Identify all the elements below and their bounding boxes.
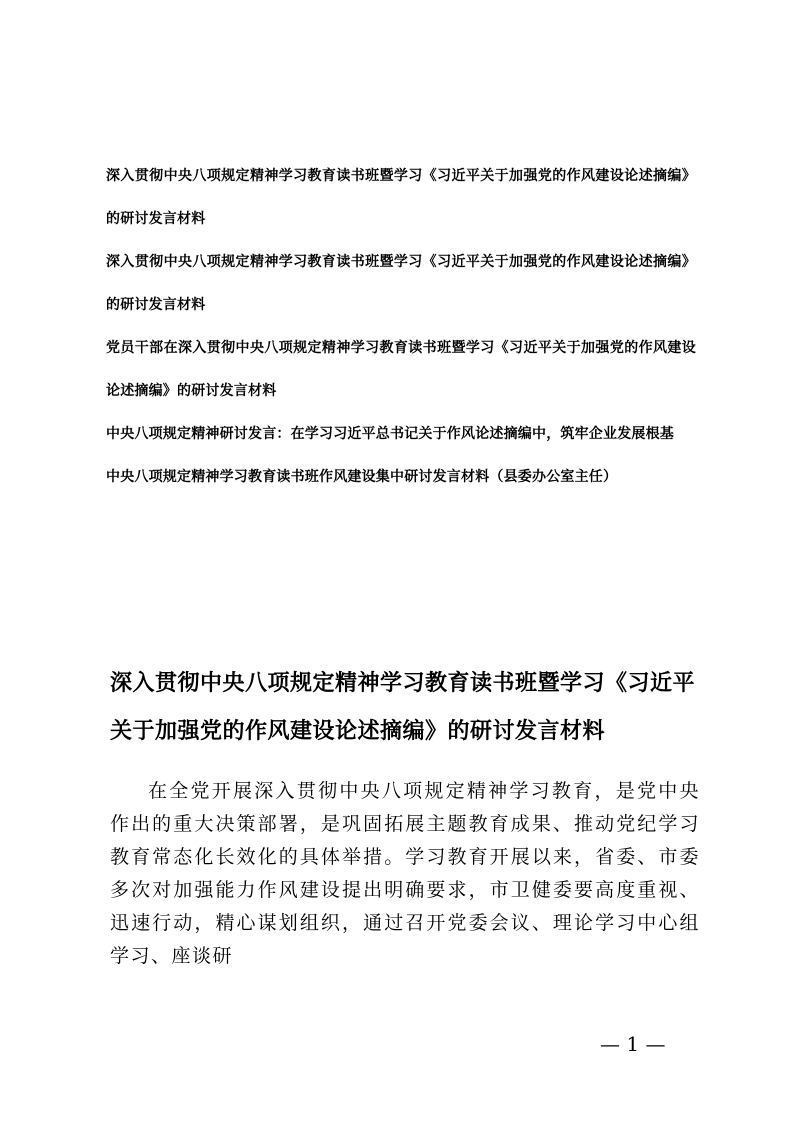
toc-item[interactable]: 中央八项规定精神学习教育读书班作风建设集中研讨发言材料（县委办公室主任）	[106, 469, 618, 485]
body-paragraph: 在全党开展深入贯彻中央八项规定精神学习教育，是党中央作出的重大决策部署，是巩固拓展主题教育成果、推动党纪学习教育常态化长效化的具体举措。学习教育开展以来，省委、市委多次对加强能力作风建设提出明确要求，市卫健委要高度重视、迅速行动，精心谋划组织，通过召开党委会议、理论学习中心组学习、座谈研	[110, 780, 700, 967]
toc-item[interactable]: 深入贯彻中央八项规定精神学习教育读书班暨学习《习近平关于加强党的作风建设论述摘编》的研讨发言材料	[106, 168, 696, 227]
table-of-contents	[106, 155, 696, 499]
document-title: 深入贯彻中央八项规定精神学习教育读书班暨学习《习近平关于加强党的作风建设论述摘编》的研讨发言材料	[110, 671, 696, 744]
page-number: — 1 —	[600, 1032, 666, 1056]
toc-item[interactable]: 深入贯彻中央八项规定精神学习教育读书班暨学习《习近平关于加强党的作风建设论述摘编》的研讨发言材料	[106, 254, 696, 313]
toc-item[interactable]: 党员干部在深入贯彻中央八项规定精神学习教育读书班暨学习《习近平关于加强党的作风建设论述摘编》的研讨发言材料	[106, 340, 696, 399]
toc-item[interactable]: 中央八项规定精神研讨发言：在学习习近平总书记关于作风论述摘编中，筑牢企业发展根基	[106, 426, 674, 442]
